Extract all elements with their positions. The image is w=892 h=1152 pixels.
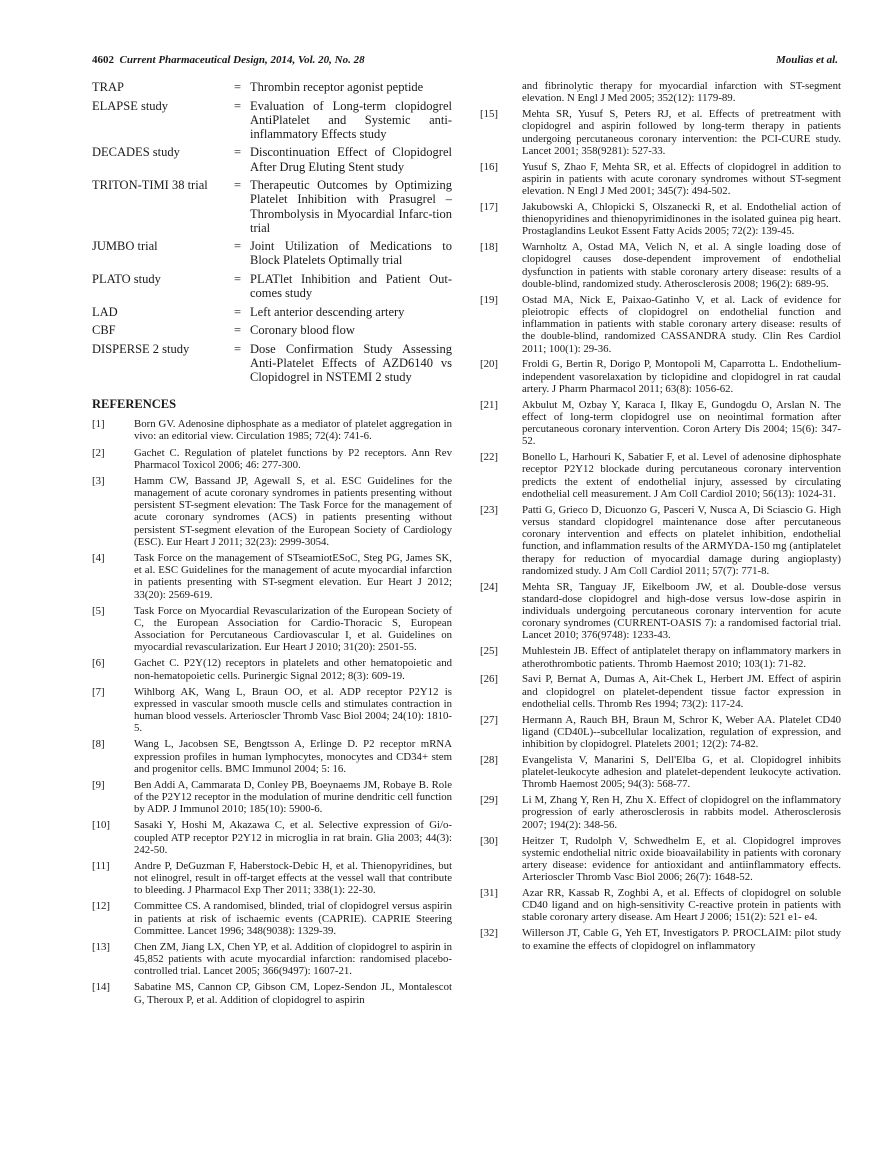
reference-number: [24] (480, 580, 498, 593)
reference-text: Li M, Zhang Y, Ren H, Zhu X. Effect of clopidogrel on the inflammatory progression of early atherosclerosis in rabbits model. Atherosclerosis 2007; 194(2): 348-56. (522, 794, 841, 831)
reference-text: Committee CS. A randomised, blinded, trial of clopidogrel versus aspirin in patients at risk of ischaemic events (CAPRIE). CAPRIE Steering Committee. Lancet 1996; 348(9038): 1329-39. (134, 900, 452, 937)
reference-list-left (92, 418, 452, 1006)
abbreviation-term: JUMBO trial (92, 239, 158, 254)
reference-entry (480, 927, 841, 951)
reference-text: Mehta SR, Yusuf S, Peters RJ, et al. Effects of pretreatment with clopidogrel and aspirin followed by long-term therapy in patients undergoing percutaneous coronary intervention: the PCI-CURE study. Lancet 2001; 358(9281): 527-33. (522, 108, 841, 157)
equals-sign: = (234, 145, 242, 160)
reference-entry (92, 819, 452, 856)
reference-number: [4] (92, 551, 105, 564)
reference-number: [14] (92, 981, 110, 994)
equals-sign: = (234, 271, 242, 286)
reference-text: Yusuf S, Zhao F, Mehta SR, et al. Effects of clopidogrel in addition to aspirin in patients with acute coronary syndromes without ST-segment elevation. N Engl J Med 2001; 345(7): 494-502. (522, 160, 841, 197)
abbreviation-definition: Joint Utilization of Medications to Block Platelets Optimally trial (250, 239, 452, 268)
abbreviation-row (92, 80, 452, 94)
reference-text: Hamm CW, Bassand JP, Agewall S, et al. ESC Guidelines for the management of acute coronary syndromes in patients presenting without persistent ST-segment elevation: The Task Force for the management of acute coronary syndromes (ACS) in patients presenting without persistent ST-segment elevation of the European Society of Cardiology (ESC). Eur Heart J 2011; 32(23): 2999-3054. (134, 474, 452, 548)
reference-entry (480, 451, 841, 500)
reference-text: Savi P, Bernat A, Dumas A, Ait-Chek L, Herbert JM. Effect of aspirin and clopidogrel on platelet-dependent tissue factor expression in endothelial cells. Thromb Res 1994; 73(2): 117-24. (522, 673, 841, 710)
reference-number: [18] (480, 241, 498, 254)
equals-sign: = (234, 80, 242, 94)
reference-text: Bonello L, Harhouri K, Sabatier F, et al. Level of adenosine diphosphate receptor P2Y12 blockade during percutaneous coronary intervention predicts the extent of endothelial injury, assessed by circulating endothelial cell measurement. J Am Coll Cardiol 2010; 56(13): 1024-31. (522, 451, 841, 500)
reference-text: Jakubowski A, Chlopicki S, Olszanecki R, et al. Endothelial action of thienopyridines and thienopyrimidinones in the isolated guinea pig heart. Prostaglandins Leukot Essent Fatty Acids 2005; 72(2): 139-45. (522, 200, 841, 238)
reference-text: Muhlestein JB. Effect of antiplatelet therapy on inflammatory markers in atherothrombotic patients. Thromb Haemost 2010; 103(1): 71-82. (522, 645, 841, 670)
reference-text: Evangelista V, Manarini S, Dell'Elba G, et al. Clopidogrel inhibits platelet-leukocyte adhesion and platelet-dependent leukocyte activation. Thromb Haemost 2005; 94(3): 568-77. (522, 753, 841, 791)
reference-entry (480, 399, 841, 448)
reference-number: [29] (480, 794, 498, 807)
equals-sign: = (234, 304, 242, 319)
reference-entry (480, 835, 841, 884)
reference-number: [2] (92, 446, 105, 459)
reference-text: Hermann A, Rauch BH, Braun M, Schror K, Weber AA. Platelet CD40 ligand (CD40L)--subcellular localization, regulation of expression, and inhibition by clopidogrel. Platelets 2001; 12(2): 74-82. (522, 713, 841, 751)
reference-text: Akbulut M, Ozbay Y, Karaca I, Ilkay E, Gundogdu O, Arslan N. The effect of long-term clopidogrel use on neointimal formation after percutaneous coronary intervention. Coron Artery Dis 2004; 15(6): 347-52. (522, 398, 841, 448)
reference-number: [7] (92, 685, 105, 698)
reference-entry (480, 645, 841, 669)
abbreviation-list (92, 80, 452, 384)
reference-entry (480, 358, 841, 395)
reference-text: Ostad MA, Nick E, Paixao-Gatinho V, et al. Lack of evidence for pleiotropic effects of clopidogrel on endothelial function and inflammation in patients with stable coronary artery disease: results of the double-blind, randomized CASSANDRA study. Clin Res Cardiol 2011; 100(1): 29-36. (522, 293, 841, 355)
reference-number: [16] (480, 160, 498, 173)
reference-entry (92, 657, 452, 681)
reference-text: Froldi G, Bertin R, Dorigo P, Montopoli M, Caparrotta L. Endothelium-independent vasorelaxation by ticlopidine and clopidogrel in rat caudal artery. J Pharm Pharmacol 2011; 63(8): 1056-62. (522, 358, 841, 395)
abbreviation-definition: Evaluation of Long-term clopidogrel AntiPlatelet and Systemic anti-inflammatory Effects study (250, 98, 452, 141)
abbreviation-row (92, 342, 452, 385)
reference-text: Wang L, Jacobsen SE, Bengtsson A, Erlinge D. P2 receptor mRNA expression profiles in human lymphocytes, monocytes and CD34+ stem and progenitor cells. BMC Immunol 2004; 5: 16. (134, 738, 452, 775)
reference-text: Azar RR, Kassab R, Zoghbi A, et al. Effects of clopidogrel on soluble CD40 ligand and on high-sensitivity C-reactive protein in patients with stable coronary artery disease. Am Heart J 2006; 151(2): 521 e1- e4. (522, 887, 841, 924)
reference-text: Gachet C. P2Y(12) receptors in platelets and other hematopoietic and non-hematopoietic cells. Purinergic Signal 2012; 8(3): 609-19. (134, 657, 452, 682)
abbreviation-definition: Discontinuation Effect of Clopidogrel After Drug Eluting Stent study (250, 145, 452, 174)
reference-entry (92, 552, 452, 601)
reference-number: [9] (92, 778, 105, 791)
abbreviation-row (92, 178, 452, 235)
reference-entry (92, 686, 452, 735)
reference-number: [13] (92, 940, 110, 953)
reference-entry (480, 581, 841, 642)
reference-entry (92, 941, 452, 978)
reference-number: [26] (480, 673, 498, 686)
running-header (92, 54, 838, 70)
abbreviation-term: PLATO study (92, 271, 161, 286)
reference-entry (92, 860, 452, 897)
reference-entry (92, 900, 452, 937)
reference-entry (480, 714, 841, 751)
reference-number: [8] (92, 738, 105, 751)
equals-sign: = (234, 239, 242, 254)
reference-text: Born GV. Adenosine diphosphate as a mediator of platelet aggregation in vivo: an editorial view. Circulation 1985; 72(4): 741-6. (134, 418, 452, 443)
reference-text: Sabatine MS, Cannon CP, Gibson CM, Lopez-Sendon JL, Montalescot G, Theroux P, et al. Addition of clopidogrel to aspirin (134, 981, 452, 1006)
abbreviation-row (92, 239, 452, 267)
reference-number: [27] (480, 713, 498, 726)
reference-text: Mehta SR, Tanguay JF, Eikelboom JW, et al. Double-dose versus standard-dose clopidogrel and high-dose versus low-dose aspirin in individuals undergoing percutaneous coronary intervention for acute coronary syndromes (CURRENT-OASIS 7): a randomised factorial trial. Lancet 2010; 376(9748): 1233-43. (522, 580, 841, 642)
reference-entry (92, 981, 452, 1005)
reference-entry (92, 475, 452, 548)
abbreviation-row (92, 272, 452, 300)
reference-number: [28] (480, 753, 498, 766)
reference-number: [17] (480, 200, 498, 213)
reference-text: Gachet C. Regulation of platelet functions by P2 receptors. Ann Rev Pharmacol Toxicol 2006; 46: 277-300. (134, 446, 452, 471)
reference-number: [11] (92, 859, 110, 872)
header-left (92, 54, 365, 66)
reference-text: Wihlborg AK, Wang L, Braun OO, et al. ADP receptor P2Y12 is expressed in vascular smooth muscle cells and stimulates contraction in human blood vessels. Arterioscler Thromb Vasc Biol 2004; 24(10): 1810-5. (134, 685, 452, 735)
reference-text: Task Force on the management of STseamiotESoC, Steg PG, James SK, et al. ESC Guidelines for the management of acute myocardial infarction in patients presenting with ST-segment elevation. Eur Heart J 2012; 33(20): 2569-619. (134, 551, 452, 601)
reference-entry (92, 738, 452, 775)
reference-number: [25] (480, 645, 498, 658)
reference-entry (480, 241, 841, 290)
reference-number: [15] (480, 108, 498, 121)
abbreviation-term: CBF (92, 323, 116, 338)
equals-sign: = (234, 341, 242, 356)
abbreviation-term: TRITON-TIMI 38 trial (92, 178, 208, 193)
equals-sign: = (234, 98, 242, 113)
reference-text: Sasaki Y, Hoshi M, Akazawa C, et al. Selective expression of Gi/o-coupled ATP receptor P2Y12 in microglia in rat brain. Glia 2003; 44(3): 242-50. (134, 819, 452, 856)
header-authors: Moulias et al. (775, 54, 838, 66)
reference-text: Chen ZM, Jiang LX, Chen YP, et al. Addition of clopidogrel to aspirin in 45,852 patients with acute myocardial infarction: randomised placebo-controlled trial. Lancet 2005; 366(9497): 1607-21. (134, 940, 452, 978)
abbreviation-definition: Dose Confirmation Study Assessing Anti-Platelet Effects of AZD6140 vs Clopidogrel in NSTEMI 2 study (250, 341, 452, 385)
abbreviation-row (92, 323, 452, 337)
abbreviation-term: LAD (92, 304, 118, 319)
reference-number: [1] (92, 418, 105, 431)
reference-entry (480, 161, 841, 198)
reference-entry (480, 673, 841, 710)
left-column (92, 80, 452, 1010)
reference-continuation: and fibrinolytic therapy for myocardial infarction with ST-segment elevation. N Engl J Med 2005; 352(12): 1179-89. (522, 80, 841, 105)
reference-number: [20] (480, 358, 498, 371)
reference-text: Ben Addi A, Cammarata D, Conley PB, Boeynaems JM, Robaye B. Role of the P2Y12 receptor in the modulation of murine dendritic cell function by ADP. J Immunol 2010; 185(10): 5900-6. (134, 778, 452, 816)
equals-sign: = (234, 323, 242, 338)
reference-entry (480, 108, 841, 157)
references-heading: REFERENCES (92, 397, 177, 412)
reference-number: [6] (92, 657, 105, 670)
abbreviation-row (92, 305, 452, 319)
reference-text: Task Force on Myocardial Revascularization of the European Society of C, the European Association for Cardio-Thoracic S, European Association for Percutaneous Cardiovascular I, et al. Guidelines on myocardial revascularization. Eur Heart J 2010; 31(20): 2501-55. (134, 604, 452, 654)
reference-entry (92, 447, 452, 471)
abbreviation-definition: Therapeutic Outcomes by Optimizing Platelet Inhibition with Prasugrel – Thrombolysis in Myocardial Infarc-tion trial (250, 178, 452, 235)
reference-number: [19] (480, 293, 498, 306)
reference-entry (92, 779, 452, 816)
reference-entry (480, 201, 841, 238)
reference-text: Willerson JT, Cable G, Yeh ET, Investigators P. PROCLAIM: pilot study to examine the effects of clopidogrel on inflammatory (522, 927, 841, 952)
abbreviation-term: TRAP (92, 80, 124, 94)
page-number: 4602 (92, 54, 114, 66)
reference-list-right (480, 108, 841, 952)
reference-number: [23] (480, 503, 498, 516)
reference-number: [22] (480, 451, 498, 464)
reference-entry (480, 794, 841, 831)
reference-number: [10] (92, 819, 110, 832)
reference-text: Warnholtz A, Ostad MA, Velich N, et al. A single loading dose of clopidogrel causes dose-dependent improvement of endothelial dysfunction in patients with stable coronary artery disease: results of a double-blind, randomized study. Atherosclerosis 2008; 196(2): 689-95. (522, 241, 841, 290)
abbreviation-definition: Left anterior descending artery (250, 304, 405, 319)
journal-name: Current Pharmaceutical Design, (119, 54, 268, 66)
abbreviation-term: ELAPSE study (92, 98, 169, 113)
reference-entry (92, 605, 452, 654)
reference-number: [31] (480, 887, 498, 900)
reference-number: [30] (480, 834, 498, 847)
abbreviation-definition: PLATlet Inhibition and Patient Out-comes study (250, 271, 452, 301)
reference-number: [12] (92, 900, 110, 913)
abbreviation-definition: Coronary blood flow (250, 323, 355, 338)
reference-number: [5] (92, 604, 105, 617)
reference-number: [3] (92, 474, 105, 487)
abbreviation-row (92, 145, 452, 173)
abbreviation-term: DISPERSE 2 study (92, 341, 190, 356)
reference-text: Heitzer T, Rudolph V, Schwedhelm E, et al. Clopidogrel improves systemic endothelial nitric oxide bioavailability in patients with coronary artery disease: evidence for antioxidant and antiinflammatory effects. Arterioscler Thromb Vasc Biol 2006; 26(7): 1648-52. (522, 834, 841, 884)
reference-entry (92, 418, 452, 442)
abbreviation-term: DECADES study (92, 145, 180, 160)
abbreviation-definition: Thrombin receptor agonist peptide (250, 80, 424, 94)
journal-volume: 2014, Vol. 20, No. 28 (270, 54, 365, 66)
reference-entry (480, 754, 841, 791)
reference-number: [32] (480, 927, 498, 940)
reference-text: Patti G, Grieco D, Dicuonzo G, Pasceri V, Nusca A, Di Sciascio G. High versus standard clopidogrel maintenance dose after percutaneous coronary intervention and effects on platelet inhibition, endothelial function, and inflammation results of the ARMYDA-150 mg (antiplatelet therapy for reduction of myocardial damage during angioplasty) randomized study. J Am Coll Cardiol 2011; 57(7): 771-8. (522, 503, 841, 577)
abbreviation-row (92, 99, 452, 142)
reference-number: [21] (480, 398, 498, 411)
reference-text: Andre P, DeGuzman F, Haberstock-Debic H, et al. Thienopyridines, but not elinogrel, result in off-target effects at the vessel wall that contribute to bleeding. J Pharmacol Exp Ther 2011; 338(1): 22-30. (134, 859, 452, 897)
reference-entry (480, 294, 841, 355)
reference-entry (480, 504, 841, 577)
reference-entry (480, 887, 841, 924)
equals-sign: = (234, 178, 242, 193)
right-column (480, 80, 841, 955)
